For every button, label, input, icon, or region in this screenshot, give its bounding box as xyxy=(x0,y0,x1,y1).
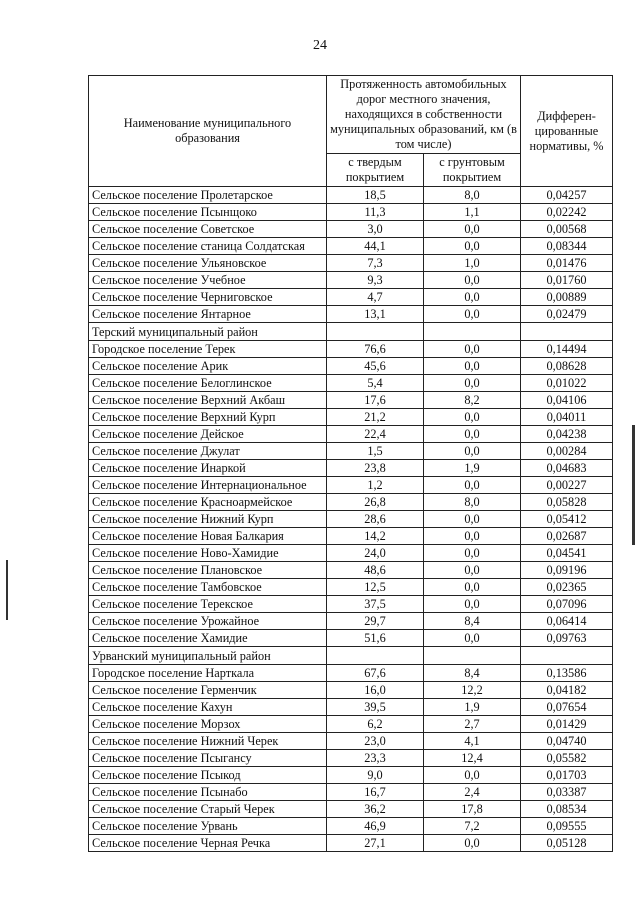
empty-cell xyxy=(327,323,424,341)
norm-value: 0,08344 xyxy=(521,238,613,255)
dirt-length: 12,2 xyxy=(424,682,521,699)
norm-value: 0,07096 xyxy=(521,596,613,613)
dirt-length: 0,0 xyxy=(424,579,521,596)
scan-mark-right xyxy=(632,425,635,545)
table-row xyxy=(89,665,613,682)
norm-value: 0,05828 xyxy=(521,494,613,511)
scan-mark-left xyxy=(6,560,8,620)
district-name: Урванский муниципальный район xyxy=(89,647,327,665)
norm-value: 0,02242 xyxy=(521,204,613,221)
norm-value: 0,05412 xyxy=(521,511,613,528)
paved-length: 11,3 xyxy=(327,204,424,221)
district-row xyxy=(89,647,613,665)
norm-value: 0,09555 xyxy=(521,818,613,835)
paved-length: 5,4 xyxy=(327,375,424,392)
dirt-length: 0,0 xyxy=(424,767,521,784)
dirt-length: 2,7 xyxy=(424,716,521,733)
norm-value: 0,03387 xyxy=(521,784,613,801)
settlement-name: Сельское поселение Нижний Черек xyxy=(89,733,327,750)
settlement-name: Сельское поселение Хамидие xyxy=(89,630,327,647)
settlement-name: Сельское поселение Псынабо xyxy=(89,784,327,801)
norm-value: 0,00284 xyxy=(521,443,613,460)
dirt-length: 0,0 xyxy=(424,221,521,238)
paved-length: 22,4 xyxy=(327,426,424,443)
table-row xyxy=(89,358,613,375)
paved-length: 17,6 xyxy=(327,392,424,409)
norm-value: 0,04683 xyxy=(521,460,613,477)
settlement-name: Сельское поселение Верхний Акбаш xyxy=(89,392,327,409)
settlement-name: Сельское поселение Верхний Курп xyxy=(89,409,327,426)
settlement-name: Сельское поселение Урвань xyxy=(89,818,327,835)
paved-length: 12,5 xyxy=(327,579,424,596)
paved-length: 39,5 xyxy=(327,699,424,716)
settlement-name: Сельское поселение Арик xyxy=(89,358,327,375)
settlement-name: Сельское поселение Инаркой xyxy=(89,460,327,477)
paved-length: 1,5 xyxy=(327,443,424,460)
table-row xyxy=(89,699,613,716)
paved-length: 13,1 xyxy=(327,306,424,323)
settlement-name: Сельское поселение Нижний Курп xyxy=(89,511,327,528)
paved-length: 9,3 xyxy=(327,272,424,289)
paved-length: 46,9 xyxy=(327,818,424,835)
table-row xyxy=(89,750,613,767)
norm-value: 0,01022 xyxy=(521,375,613,392)
dirt-length: 8,0 xyxy=(424,494,521,511)
paved-length: 1,2 xyxy=(327,477,424,494)
paved-length: 48,6 xyxy=(327,562,424,579)
table-row xyxy=(89,511,613,528)
table-row xyxy=(89,204,613,221)
dirt-length: 1,1 xyxy=(424,204,521,221)
settlement-name: Городское поселение Нарткала xyxy=(89,665,327,682)
table-row xyxy=(89,289,613,306)
table-row xyxy=(89,733,613,750)
paved-length: 29,7 xyxy=(327,613,424,630)
table-row xyxy=(89,596,613,613)
norm-value: 0,08534 xyxy=(521,801,613,818)
norm-value: 0,04257 xyxy=(521,187,613,204)
table-body xyxy=(89,187,613,852)
settlement-name: Сельское поселение Псынщоко xyxy=(89,204,327,221)
header-dirt: с грунтовым покрытием xyxy=(424,154,521,187)
table-row xyxy=(89,630,613,647)
table-row xyxy=(89,767,613,784)
paved-length: 45,6 xyxy=(327,358,424,375)
norm-value: 0,14494 xyxy=(521,341,613,358)
empty-cell xyxy=(521,323,613,341)
dirt-length: 0,0 xyxy=(424,289,521,306)
dirt-length: 0,0 xyxy=(424,596,521,613)
norm-value: 0,04238 xyxy=(521,426,613,443)
settlement-name: Сельское поселение Пролетарское xyxy=(89,187,327,204)
table-row xyxy=(89,306,613,323)
table-row xyxy=(89,528,613,545)
empty-cell xyxy=(327,647,424,665)
paved-length: 23,8 xyxy=(327,460,424,477)
norm-value: 0,01703 xyxy=(521,767,613,784)
paved-length: 44,1 xyxy=(327,238,424,255)
settlement-name: Сельское поселение Урожайное xyxy=(89,613,327,630)
dirt-length: 0,0 xyxy=(424,272,521,289)
dirt-length: 8,0 xyxy=(424,187,521,204)
settlement-name: Сельское поселение Дейское xyxy=(89,426,327,443)
table-row xyxy=(89,494,613,511)
dirt-length: 0,0 xyxy=(424,341,521,358)
paved-length: 7,3 xyxy=(327,255,424,272)
norm-value: 0,09196 xyxy=(521,562,613,579)
norm-value: 0,06414 xyxy=(521,613,613,630)
table-row xyxy=(89,716,613,733)
table-row xyxy=(89,545,613,562)
dirt-length: 0,0 xyxy=(424,545,521,562)
paved-length: 36,2 xyxy=(327,801,424,818)
norm-value: 0,04740 xyxy=(521,733,613,750)
header-norm: Дифферен-цированные нормативы, % xyxy=(521,76,613,187)
norm-value: 0,00889 xyxy=(521,289,613,306)
paved-length: 3,0 xyxy=(327,221,424,238)
dirt-length: 8,2 xyxy=(424,392,521,409)
table-row xyxy=(89,426,613,443)
settlement-name: Городское поселение Терек xyxy=(89,341,327,358)
empty-cell xyxy=(424,647,521,665)
paved-length: 6,2 xyxy=(327,716,424,733)
dirt-length: 0,0 xyxy=(424,238,521,255)
settlement-name: Сельское поселение Кахун xyxy=(89,699,327,716)
paved-length: 4,7 xyxy=(327,289,424,306)
paved-length: 27,1 xyxy=(327,835,424,852)
paved-length: 21,2 xyxy=(327,409,424,426)
settlement-name: Сельское поселение Черная Речка xyxy=(89,835,327,852)
norm-value: 0,00227 xyxy=(521,477,613,494)
norm-value: 0,01760 xyxy=(521,272,613,289)
empty-cell xyxy=(424,323,521,341)
dirt-length: 8,4 xyxy=(424,665,521,682)
settlement-name: Сельское поселение Терекское xyxy=(89,596,327,613)
settlement-name: Сельское поселение Морзох xyxy=(89,716,327,733)
norm-value: 0,04011 xyxy=(521,409,613,426)
table-row xyxy=(89,818,613,835)
dirt-length: 0,0 xyxy=(424,426,521,443)
paved-length: 23,3 xyxy=(327,750,424,767)
settlement-name: Сельское поселение Псыкод xyxy=(89,767,327,784)
table-row xyxy=(89,477,613,494)
settlement-name: Сельское поселение Учебное xyxy=(89,272,327,289)
paved-length: 14,2 xyxy=(327,528,424,545)
header-name: Наименование муниципального образования xyxy=(89,76,327,187)
header-length: Протяженность автомобильных дорог местного значения, находящихся в собственности муниципальных образований, км (в том числе) xyxy=(327,76,521,154)
norm-value: 0,07654 xyxy=(521,699,613,716)
norm-value: 0,05582 xyxy=(521,750,613,767)
settlement-name: Сельское поселение Интернациональное xyxy=(89,477,327,494)
dirt-length: 0,0 xyxy=(424,835,521,852)
paved-length: 16,7 xyxy=(327,784,424,801)
table-row xyxy=(89,187,613,204)
norm-value: 0,02687 xyxy=(521,528,613,545)
table-row xyxy=(89,392,613,409)
table-row xyxy=(89,613,613,630)
settlement-name: Сельское поселение Черниговское xyxy=(89,289,327,306)
norm-value: 0,04541 xyxy=(521,545,613,562)
settlement-name: Сельское поселение Джулат xyxy=(89,443,327,460)
norm-value: 0,05128 xyxy=(521,835,613,852)
dirt-length: 0,0 xyxy=(424,562,521,579)
settlement-name: Сельское поселение Новая Балкария xyxy=(89,528,327,545)
table-row xyxy=(89,682,613,699)
norm-value: 0,02479 xyxy=(521,306,613,323)
table-row xyxy=(89,272,613,289)
dirt-length: 1,0 xyxy=(424,255,521,272)
norm-value: 0,01429 xyxy=(521,716,613,733)
settlement-name: Сельское поселение Янтарное xyxy=(89,306,327,323)
table-row xyxy=(89,562,613,579)
paved-length: 26,8 xyxy=(327,494,424,511)
norm-value: 0,13586 xyxy=(521,665,613,682)
district-name: Терский муниципальный район xyxy=(89,323,327,341)
settlement-name: Сельское поселение Тамбовское xyxy=(89,579,327,596)
settlement-name: Сельское поселение Старый Черек xyxy=(89,801,327,818)
settlement-name: Сельское поселение Советское xyxy=(89,221,327,238)
norm-value: 0,00568 xyxy=(521,221,613,238)
page-number: 24 xyxy=(313,38,327,53)
table-row xyxy=(89,409,613,426)
settlement-name: Сельское поселение Ульяновское xyxy=(89,255,327,272)
district-row xyxy=(89,323,613,341)
dirt-length: 1,9 xyxy=(424,699,521,716)
settlement-name: Сельское поселение станица Солдатская xyxy=(89,238,327,255)
paved-length: 51,6 xyxy=(327,630,424,647)
dirt-length: 0,0 xyxy=(424,630,521,647)
settlement-name: Сельское поселение Ново-Хамидие xyxy=(89,545,327,562)
paved-length: 24,0 xyxy=(327,545,424,562)
norm-value: 0,04182 xyxy=(521,682,613,699)
paved-length: 28,6 xyxy=(327,511,424,528)
table-row xyxy=(89,375,613,392)
table-row xyxy=(89,238,613,255)
dirt-length: 0,0 xyxy=(424,358,521,375)
dirt-length: 0,0 xyxy=(424,443,521,460)
settlement-name: Сельское поселение Псыгансу xyxy=(89,750,327,767)
dirt-length: 0,0 xyxy=(424,409,521,426)
table-row xyxy=(89,835,613,852)
dirt-length: 0,0 xyxy=(424,528,521,545)
norm-value: 0,08628 xyxy=(521,358,613,375)
dirt-length: 0,0 xyxy=(424,511,521,528)
dirt-length: 0,0 xyxy=(424,306,521,323)
dirt-length: 12,4 xyxy=(424,750,521,767)
empty-cell xyxy=(521,647,613,665)
table-row xyxy=(89,460,613,477)
norm-value: 0,02365 xyxy=(521,579,613,596)
table-row xyxy=(89,784,613,801)
paved-length: 76,6 xyxy=(327,341,424,358)
settlement-name: Сельское поселение Белоглинское xyxy=(89,375,327,392)
table-row xyxy=(89,341,613,358)
dirt-length: 17,8 xyxy=(424,801,521,818)
norm-value: 0,09763 xyxy=(521,630,613,647)
paved-length: 18,5 xyxy=(327,187,424,204)
dirt-length: 0,0 xyxy=(424,375,521,392)
road-norms-table xyxy=(88,75,613,852)
settlement-name: Сельское поселение Красноармейское xyxy=(89,494,327,511)
paved-length: 16,0 xyxy=(327,682,424,699)
dirt-length: 1,9 xyxy=(424,460,521,477)
table-row xyxy=(89,443,613,460)
paved-length: 37,5 xyxy=(327,596,424,613)
dirt-length: 2,4 xyxy=(424,784,521,801)
table-row xyxy=(89,221,613,238)
header-paved: с твердым покрытием xyxy=(327,154,424,187)
settlement-name: Сельское поселение Плановское xyxy=(89,562,327,579)
norm-value: 0,04106 xyxy=(521,392,613,409)
norm-value: 0,01476 xyxy=(521,255,613,272)
settlement-name: Сельское поселение Герменчик xyxy=(89,682,327,699)
dirt-length: 4,1 xyxy=(424,733,521,750)
dirt-length: 0,0 xyxy=(424,477,521,494)
table-row xyxy=(89,801,613,818)
paved-length: 9,0 xyxy=(327,767,424,784)
table-row xyxy=(89,255,613,272)
paved-length: 23,0 xyxy=(327,733,424,750)
table-row xyxy=(89,579,613,596)
dirt-length: 7,2 xyxy=(424,818,521,835)
paved-length: 67,6 xyxy=(327,665,424,682)
dirt-length: 8,4 xyxy=(424,613,521,630)
